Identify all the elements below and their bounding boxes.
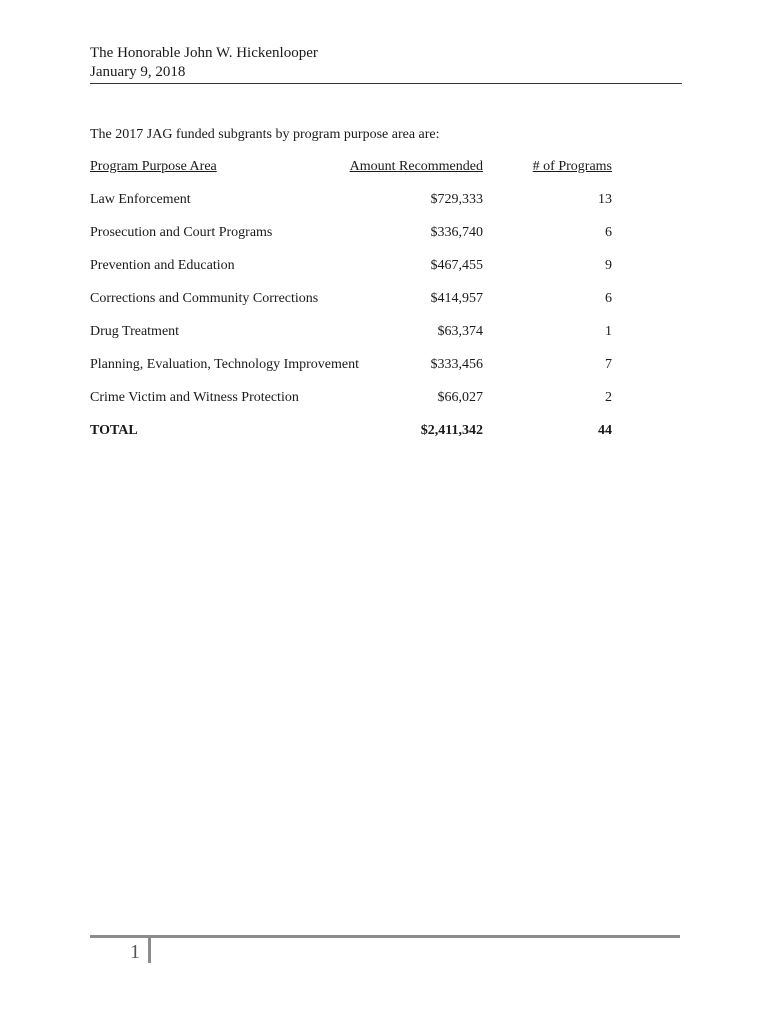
row-count: 2	[605, 390, 612, 405]
table-row	[90, 191, 612, 224]
row-count: 6	[605, 291, 612, 306]
row-area: Law Enforcement	[90, 192, 191, 207]
row-amount: $729,333	[430, 192, 483, 207]
table-row	[90, 323, 612, 356]
row-amount: $63,374	[437, 324, 483, 339]
row-amount: $333,456	[430, 357, 483, 372]
table-total-row	[90, 422, 612, 455]
header-divider	[90, 83, 682, 84]
row-amount: $467,455	[430, 258, 483, 273]
recipient-name: The Honorable John W. Hickenlooper	[90, 45, 318, 61]
table-header-row	[90, 158, 612, 191]
row-area: Drug Treatment	[90, 324, 180, 339]
column-header-count: # of Programs	[532, 159, 612, 174]
total-count: 44	[598, 423, 612, 438]
row-area: Planning, Evaluation, Technology Improvement	[90, 357, 359, 372]
table-row	[90, 389, 612, 422]
table-row	[90, 356, 612, 389]
row-count: 7	[605, 357, 612, 372]
row-area: Corrections and Community Corrections	[90, 291, 319, 306]
row-area: Prevention and Education	[90, 258, 235, 273]
table-row	[90, 257, 612, 290]
footer-divider	[90, 935, 680, 938]
row-count: 1	[605, 324, 612, 339]
subgrants-table	[90, 158, 612, 455]
row-count: 6	[605, 225, 612, 240]
row-count: 13	[598, 192, 612, 207]
letter-date: January 9, 2018	[90, 64, 186, 80]
table-row	[90, 224, 612, 257]
total-label: TOTAL	[90, 423, 138, 438]
row-count: 9	[605, 258, 612, 273]
page-number: 1	[130, 941, 140, 963]
row-area: Crime Victim and Witness Protection	[90, 390, 299, 405]
intro-sentence: The 2017 JAG funded subgrants by program purpose area are:	[90, 127, 440, 142]
page-number-divider	[148, 937, 151, 963]
table-row	[90, 290, 612, 323]
row-amount: $414,957	[430, 291, 483, 306]
row-amount: $336,740	[430, 225, 483, 240]
column-header-area: Program Purpose Area	[90, 159, 217, 174]
total-amount: $2,411,342	[420, 423, 483, 438]
letter-header	[90, 44, 682, 82]
column-header-amount: Amount Recommended	[349, 159, 483, 174]
row-amount: $66,027	[437, 390, 483, 405]
row-area: Prosecution and Court Programs	[90, 225, 273, 240]
